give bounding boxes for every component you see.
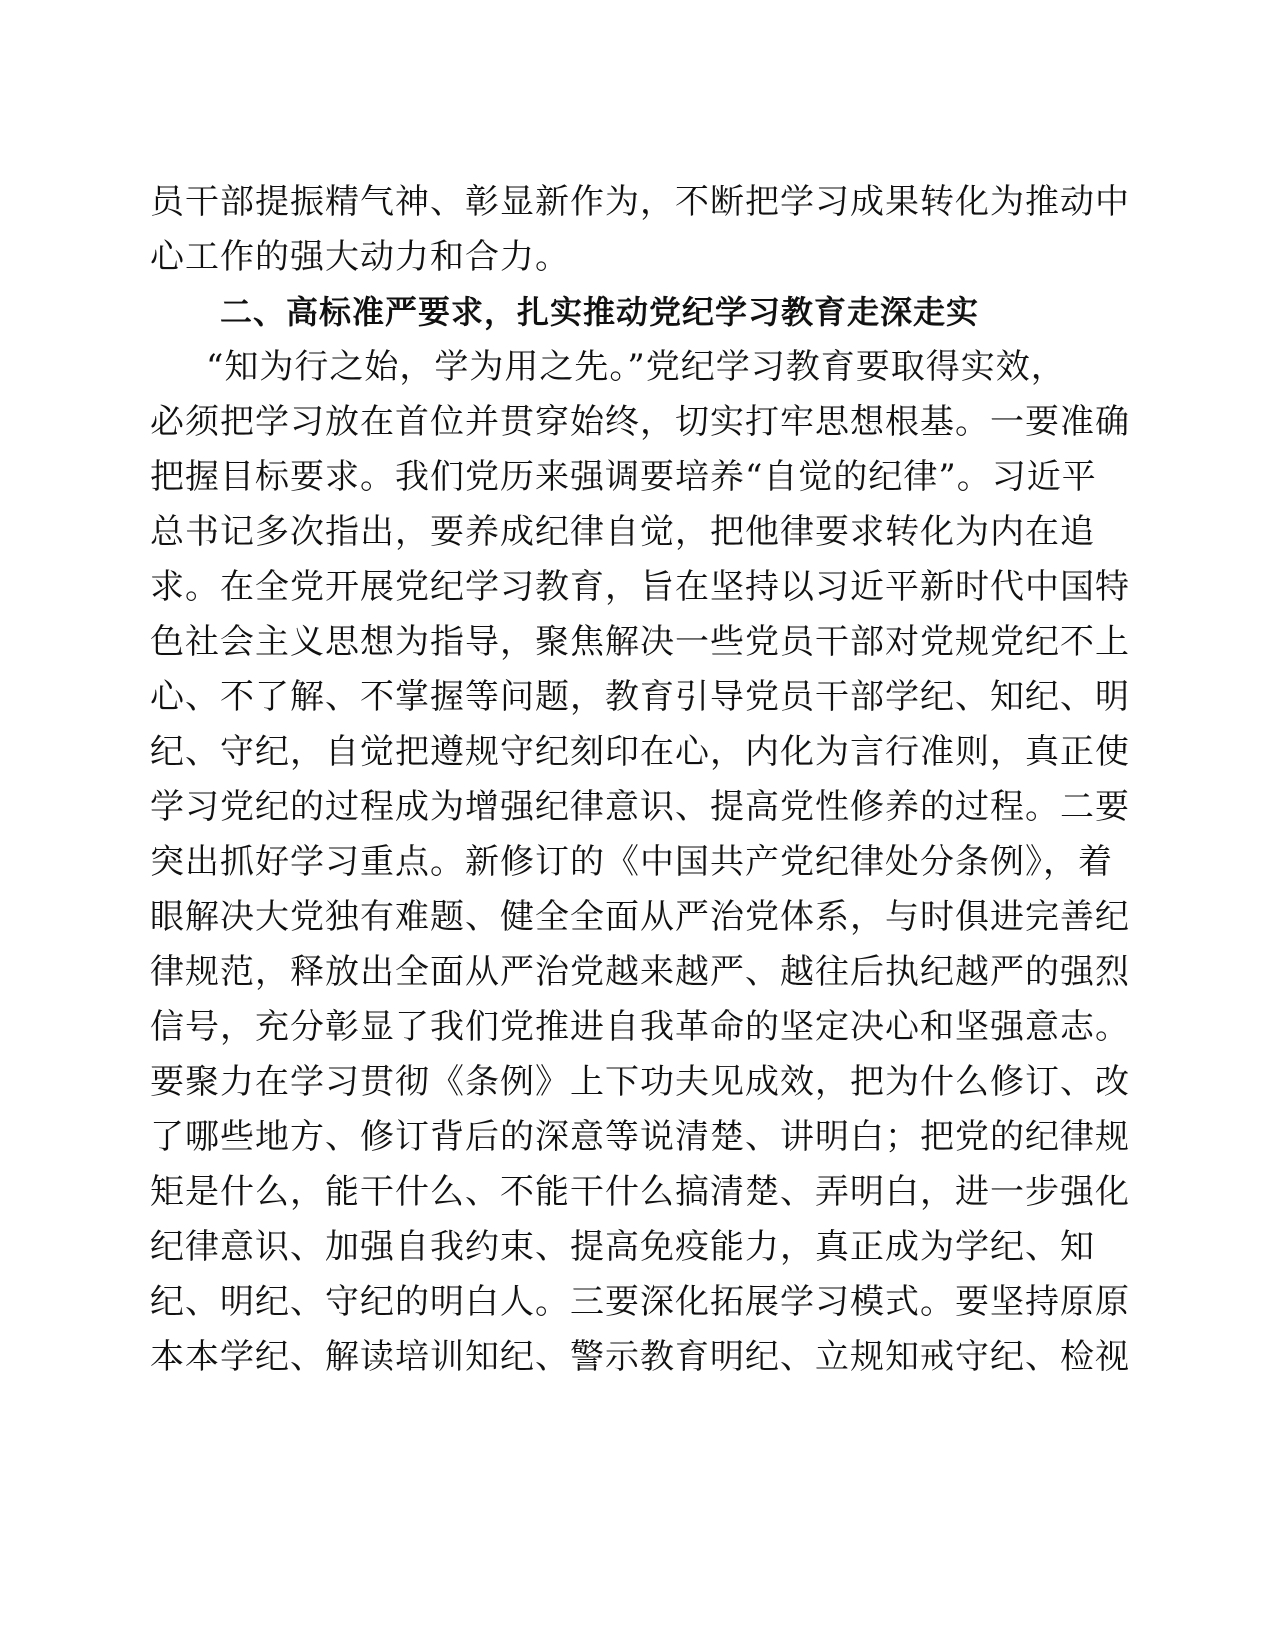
body-text-line: 员干部提振精气神、彰显新作为，不断把学习成果转化为推动中 <box>150 182 1130 222</box>
body-text-line: 眼解决大党独有难题、健全全面从严治党体系，与时俱进完善纪 <box>150 897 1130 937</box>
body-text-line: 本本学纪、解读培训知纪、警示教育明纪、立规知戒守纪、检视 <box>150 1337 1130 1377</box>
body-text-line: 纪、守纪，自觉把遵规守纪刻印在心，内化为言行准则，真正使 <box>150 732 1130 772</box>
body-text-line: 色社会主义思想为指导，聚焦解决一些党员干部对党规党纪不上 <box>150 622 1130 662</box>
body-text-line: 纪律意识、加强自我约束、提高免疫能力，真正成为学纪、知 <box>150 1227 1095 1267</box>
body-text-line: 心工作的强大动力和合力。 <box>150 237 570 277</box>
body-text-line: 要聚力在学习贯彻《条例》上下功夫见成效，把为什么修订、改 <box>150 1062 1130 1102</box>
body-text-line: 矩是什么，能干什么、不能干什么搞清楚、弄明白，进一步强化 <box>150 1172 1130 1212</box>
body-text-line: 必须把学习放在首位并贯穿始终，切实打牢思想根基。一要准确 <box>150 402 1130 442</box>
body-text-line: 学习党纪的过程成为增强纪律意识、提高党性修养的过程。二要 <box>150 787 1130 827</box>
paragraph-first-line: “知为行之始，学为用之先。”党纪学习教育要取得实效， <box>206 347 1066 387</box>
body-text-line: 了哪些地方、修订背后的深意等说清楚、讲明白；把党的纪律规 <box>150 1117 1130 1157</box>
body-text-line: 把握目标要求。我们党历来强调要培养“自觉的纪律”。习近平 <box>150 457 1097 497</box>
body-text-line: 心、不了解、不掌握等问题，教育引导党员干部学纪、知纪、明 <box>150 677 1130 717</box>
body-text-line: 总书记多次指出，要养成纪律自觉，把他律要求转化为内在追 <box>150 512 1095 552</box>
body-text-line: 突出抓好学习重点。新修订的《中国共产党纪律处分条例》，着 <box>150 842 1113 882</box>
body-text-line: 求。在全党开展党纪学习教育，旨在坚持以习近平新时代中国特 <box>150 567 1130 607</box>
body-text-line: 律规范，释放出全面从严治党越来越严、越往后执纪越严的强烈 <box>150 952 1130 992</box>
section-heading: 二、高标准严要求，扎实推动党纪学习教育走深走实 <box>220 293 980 331</box>
body-text-line: 纪、明纪、守纪的明白人。三要深化拓展学习模式。要坚持原原 <box>150 1282 1130 1322</box>
body-text-line: 信号，充分彰显了我们党推进自我革命的坚定决心和坚强意志。 <box>150 1007 1130 1047</box>
